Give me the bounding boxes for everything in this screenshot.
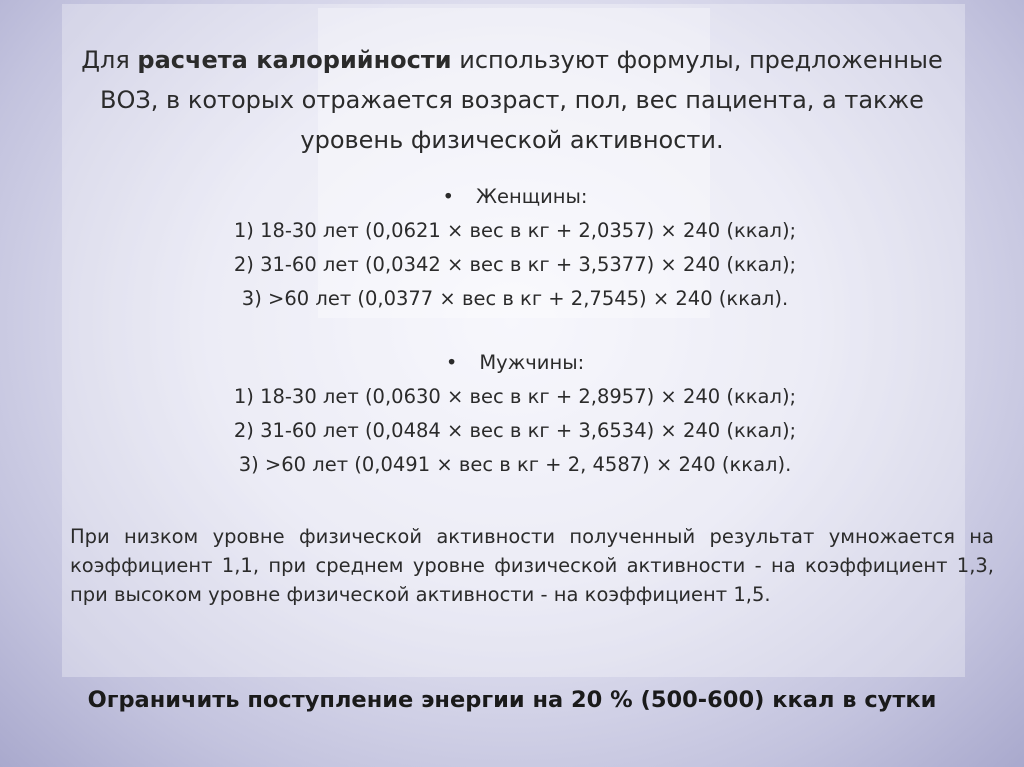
men-formula-2: 2) 31-60 лет (0,0484 × вес в кг + 3,6534) × 240 (ккал); (233, 419, 797, 442)
men-header (120, 346, 910, 380)
bullet-icon: • (442, 185, 454, 208)
men-formulas (120, 346, 910, 482)
title-rest: используют формулы, предложенные ВОЗ, в которых отражается возраст, пол, вес пациента, а также уровень физической активности. (100, 46, 943, 154)
women-header-label: Женщины: (476, 185, 588, 208)
women-formula-2: 2) 31-60 лет (0,0342 × вес в кг + 3,5377) × 240 (ккал); (233, 253, 797, 276)
women-formula-1: 1) 18-30 лет (0,0621 × вес в кг + 2,0357) × 240 (ккал); (233, 219, 797, 242)
women-formula-3: 3) >60 лет (0,0377 × вес в кг + 2,7545) × 240 (ккал). (241, 287, 789, 310)
footer-conclusion: Ограничить поступление энергии на 20 % (500-600) ккал в сутки (87, 687, 937, 713)
activity-note: При низком уровне физической активности полученный результат умножается на коэффициент 1,1, при среднем уровне физической активности - на коэффициент 1,3, при высоком уровне физической активности - на коэффициент 1,5. (70, 525, 994, 606)
men-header-label: Мужчины: (479, 351, 585, 374)
men-formula-1: 1) 18-30 лет (0,0630 × вес в кг + 2,8957) × 240 (ккал); (233, 385, 797, 408)
men-formula-3: 3) >60 лет (0,0491 × вес в кг + 2, 4587) × 240 (ккал). (238, 453, 792, 476)
women-formulas (120, 180, 910, 316)
women-header (120, 180, 910, 214)
bullet-icon: • (445, 351, 458, 374)
slide-title (70, 40, 954, 160)
title-bold: расчета калорийности (137, 46, 452, 74)
title-prefix: Для (81, 46, 138, 74)
